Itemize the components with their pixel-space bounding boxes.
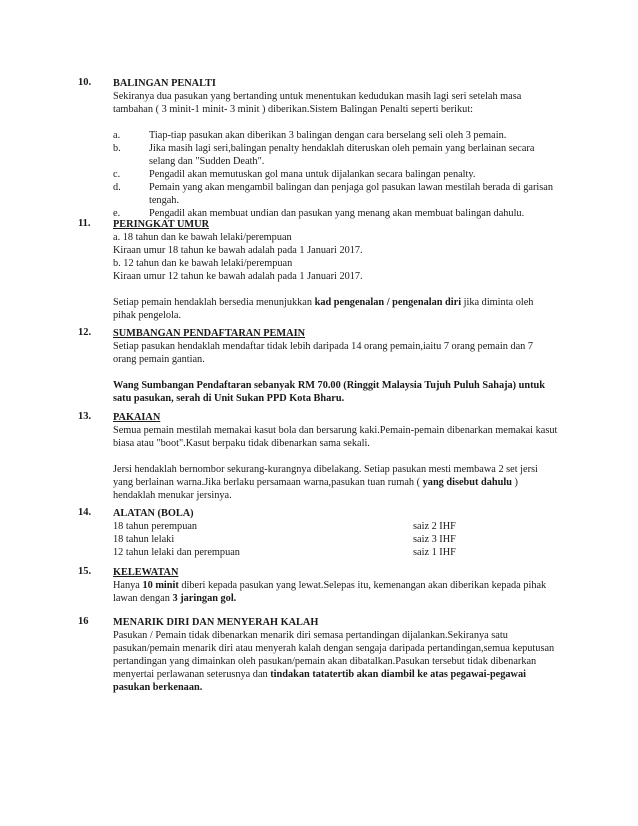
list-label: b.	[113, 143, 121, 154]
list-text: tengah.	[149, 195, 180, 206]
paragraph-line: Setiap pemain hendaklah bersedia menunjukkan kad pengenalan / pengenalan diri jika diminta oleh	[113, 297, 534, 308]
section-title: SUMBANGAN PENDAFTARAN PEMAIN	[113, 328, 306, 339]
section-title: MENARIK DIRI DAN MENYERAH KALAH	[113, 617, 319, 628]
category-label: 18 tahun lelaki	[113, 534, 175, 545]
paragraph-line: biasa atau "boot".Kasut berpaku tidak dibenarkan sama sekali.	[113, 438, 370, 449]
list-item	[113, 142, 558, 168]
ball-size: saiz 3 IHF	[413, 534, 456, 545]
paragraph-line: pasukan/pemain menarik diri atau menyerah kalah dengan sengaja daripada pertandingan,semua keputusan	[113, 643, 555, 654]
section-number: 13.	[78, 411, 92, 422]
bold-text: 10 minit	[142, 580, 179, 591]
bold-paragraph-line: satu pasukan, serah di Unit Sukan PPD Kota Bharu.	[113, 393, 345, 404]
paragraph-line: orang pemain gantian.	[113, 354, 205, 365]
list-label: d.	[113, 182, 121, 193]
list-label: c.	[113, 169, 121, 180]
section-body	[113, 218, 558, 322]
section-body	[113, 327, 558, 405]
section-body	[113, 77, 558, 220]
list-item	[113, 129, 558, 142]
paragraph-line: Kiraan umur 12 tahun ke bawah adalah pada 1 Januari 2017.	[113, 271, 363, 282]
section-title: PERINGKAT UMUR	[113, 219, 210, 230]
section-number: 14.	[78, 507, 92, 518]
section-body	[113, 616, 558, 694]
list-item	[113, 168, 558, 181]
ball-size-row	[113, 520, 558, 533]
list-text: Pengadil akan memutuskan gol mana untuk dijalankan secara balingan penalty.	[149, 169, 476, 180]
ball-size: saiz 1 IHF	[413, 547, 456, 558]
list-text: Jika masih lagi seri,balingan penalty hendaklah diteruskan oleh pemain yang berlainan secara	[149, 143, 535, 154]
section-title: ALATAN (BOLA)	[113, 508, 194, 519]
bold-paragraph-line: pasukan berkenaan.	[113, 682, 203, 693]
bold-text: yang disebut dahulu	[422, 477, 512, 488]
ball-size-row	[113, 533, 558, 546]
bold-text: tindakan tatatertib akan diambil ke atas pegawai-pegawai	[270, 669, 526, 680]
section-number: 10.	[78, 77, 92, 88]
paragraph-line: b. 12 tahun dan ke bawah lelaki/perempuan	[113, 258, 293, 269]
section-title: PAKAIAN	[113, 412, 161, 423]
paragraph-line: Semua pemain mestilah memakai kasut bola dan bersarung kaki.Pemain-pemain dibenarkan memakai kasut	[113, 425, 558, 436]
paragraph-line: lawan dengan 3 jaringan gol.	[113, 593, 237, 604]
section-body	[113, 507, 558, 559]
paragraph-line: yang berlainan warna.Jika berlaku persamaan warna,pasukan tuan rumah ( yang disebut dahulu )	[113, 477, 518, 488]
paragraph-line: menyertai perlawanan seterusnya dan tindakan tatatertib akan diambil ke atas pegawai-pegawai	[113, 669, 526, 680]
ball-size: saiz 2 IHF	[413, 521, 456, 532]
section-body	[113, 411, 558, 502]
ball-size-row	[113, 546, 558, 559]
paragraph-line: pertandingan yang dimainkan oleh pasukan/pemain akan dibatalkan.Pasukan tersebut tidak dibenarkan	[113, 656, 537, 667]
bold-paragraph-line: Wang Sumbangan Pendaftaran sebanyak RM 70.00 (Ringgit Malaysia Tujuh Puluh Sahaja) untuk	[113, 380, 546, 391]
paragraph-line: Sekiranya dua pasukan yang bertanding untuk menentukan kedudukan masih lagi seri setelah masa	[113, 91, 522, 102]
list-text: selang dan "Sudden Death".	[149, 156, 265, 167]
list-text: Tiap-tiap pasukan akan diberikan 3 balingan dengan cara berselang seli oleh 3 pemain.	[149, 130, 507, 141]
section-body	[113, 566, 558, 605]
list-label: e.	[113, 208, 121, 219]
bold-text: 3 jaringan gol.	[172, 593, 237, 604]
category-label: 12 tahun lelaki dan perempuan	[113, 547, 240, 558]
bold-text: kad pengenalan / pengenalan diri	[314, 297, 462, 308]
section-title: BALINGAN PENALTI	[113, 78, 216, 89]
list-item	[113, 181, 558, 207]
paragraph-line: pihak pengelola.	[113, 310, 182, 321]
paragraph-line: Pasukan / Pemain tidak dibenarkan menarik diri semasa pertandingan dijalankan.Sekiranya satu	[113, 630, 508, 641]
paragraph-line: a. 18 tahun dan ke bawah lelaki/perempuan	[113, 232, 292, 243]
section-number: 15.	[78, 566, 92, 577]
paragraph-line: Hanya 10 minit diberi kepada pasukan yang lewat.Selepas itu, kemenangan akan diberikan kepada pihak	[113, 580, 547, 591]
section-number: 12.	[78, 327, 92, 338]
section-number: 11.	[78, 218, 91, 229]
section-title: KELEWATAN	[113, 567, 179, 578]
list-text: Pengadil akan membuat undian dan pasukan yang menang akan membuat balingan dahulu.	[149, 208, 525, 219]
list-label: a.	[113, 130, 121, 141]
section-number: 16	[78, 616, 89, 627]
paragraph-line: Jersi hendaklah bernombor sekurang-kurangnya dibelakang. Setiap pasukan mesti membawa 2 set jersi	[113, 464, 538, 475]
paragraph-line: hendaklah menukar jersinya.	[113, 490, 232, 501]
list-text: Pemain yang akan mengambil balingan dan penjaga gol pasukan lawan mestilah berada di garisan	[149, 182, 554, 193]
category-label: 18 tahun perempuan	[113, 521, 198, 532]
paragraph-line: Kiraan umur 18 tahun ke bawah adalah pada 1 Januari 2017.	[113, 245, 363, 256]
paragraph-line: Setiap pasukan hendaklah mendaftar tidak lebih daripada 14 orang pemain,iaitu 7 orang pemain dan 7	[113, 341, 534, 352]
paragraph-line: tambahan ( 3 minit-1 minit- 3 minit ) diberikan.Sistem Balingan Penalti seperti berikut:	[113, 104, 474, 115]
